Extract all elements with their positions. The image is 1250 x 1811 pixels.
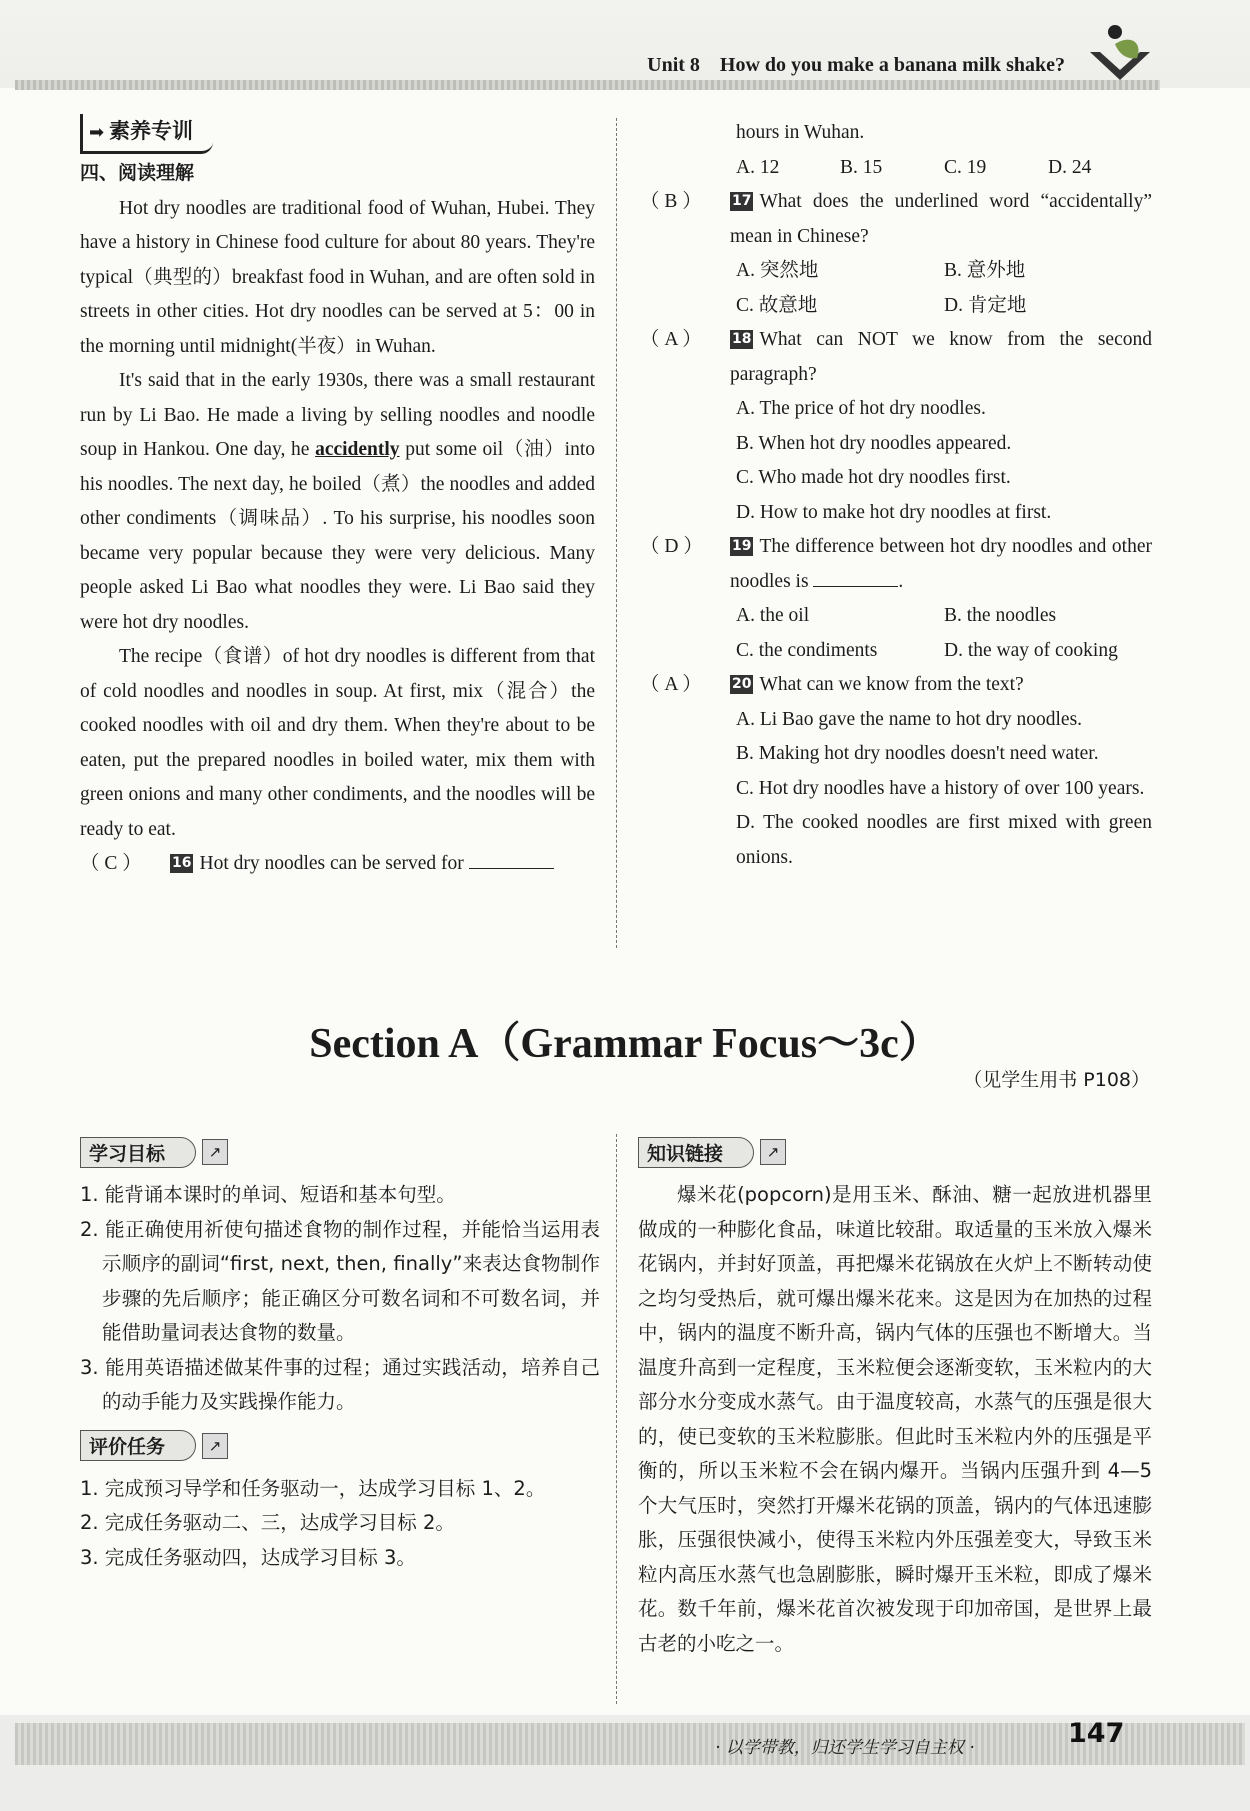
knowledge-label: 知识链接 <box>638 1137 754 1168</box>
goal-item-3: 3. 能用英语描述做某件事的过程；通过实践活动，培养自己的动手能力及实践操作能力。 <box>80 1355 600 1413</box>
option-d: D. the way of cooking <box>944 639 1118 661</box>
arrow-icon: ➡ <box>89 122 105 144</box>
tasks-label-box <box>80 1428 600 1464</box>
task-item-2: 2. 完成任务驱动二、三，达成学习目标 2。 <box>80 1511 455 1534</box>
goals-label: 学习目标 <box>80 1137 196 1168</box>
question-number-19: 19 <box>732 538 752 554</box>
option-d: D. 24 <box>1048 156 1092 178</box>
task-item-1: 1. 完成预习导学和任务驱动一，达成学习目标 1、2。 <box>80 1476 546 1500</box>
column-divider <box>616 118 617 948</box>
underlined-word: accidently <box>315 439 400 460</box>
option-b: B. Making hot dry noodles doesn't need water. <box>736 743 1099 764</box>
link-arrow-icon: ↗ <box>760 1139 786 1165</box>
header-rule <box>15 80 1160 90</box>
question-16-options <box>640 151 1152 186</box>
passage-paragraph-2: It's said that in the early 1930s, there was a small restaurant run by Li Bao. He made a living by selling noodles and noodle soup in Hankou. One day, he accidently put some oil（油）into his noodles. The next day, he boiled（煮）the noodles and added other condiments（调味品）. To his surprise, his noodles soon became very popular because they were very delicious. Many people asked Li Bao what noodles they were. Li Bao said they were hot dry noodles. <box>80 370 595 633</box>
option-a: A. 突然地 <box>736 260 819 281</box>
option-d: D. How to make hot dry noodles at first. <box>736 501 1052 523</box>
option-c: C. Hot dry noodles have a history of over 100 years. <box>736 777 1145 799</box>
tasks-label: 评价任务 <box>80 1430 196 1461</box>
answer-19: （ D ） <box>640 536 703 557</box>
section-title: Section A（Grammar Focus～3c） <box>309 1021 941 1067</box>
option-b: B. 15 <box>840 156 883 178</box>
answer-blank <box>813 570 898 587</box>
footer-slogan: · 以学带教，归还学生学习自主权 · <box>715 1738 975 1758</box>
link-arrow-icon: ↗ <box>202 1139 228 1165</box>
question-19-options-row-1 <box>640 599 1152 634</box>
question-19: （ D ） 19 The difference between hot dry noodles and other noodles is . <box>640 530 1152 599</box>
option-a: A. the oil <box>736 605 810 626</box>
knowledge-panel <box>638 1134 1152 1661</box>
question-number-20: 20 <box>732 676 752 692</box>
reference-note: （见学生用书 P108） <box>963 1069 1150 1091</box>
option-d: D. 肯定地 <box>944 294 1027 316</box>
goal-item-2: 2. 能正确使用祈使句描述食物的制作过程，并能恰当运用表示顺序的副词“first, next, then, finally”来表达食物制作步骤的先后顺序；能正确区分可数名词和不可数名词，并能借助量词表达食物的数量。 <box>80 1217 600 1344</box>
page-number: 147 <box>1068 1718 1125 1749</box>
passage-paragraph-3: The recipe（食谱）of hot dry noodles is different from that of cold noodles and noodles in soup. At first, mix（混合）the cooked noodles with oil and dry them. When they're about to be eaten, put the prepared noodles in boiled water, mix them with green onions and many other condiments, and the noodles will be ready to eat. <box>80 646 595 840</box>
training-tag: 素养专训 <box>108 119 193 144</box>
question-20: （ A ） 20 What can we know from the text? <box>640 668 1152 703</box>
link-arrow-icon: ↗ <box>202 1433 228 1459</box>
question-17-options-row-1 <box>640 254 1152 289</box>
option-a: A. Li Bao gave the name to hot dry noodles. <box>736 708 1083 730</box>
option-c: C. 19 <box>944 156 987 178</box>
option-c: C. the condiments <box>736 639 878 661</box>
unit-title: Unit 8 How do you make a banana milk shake? <box>647 54 1065 76</box>
option-c: C. Who made hot dry noodles first. <box>736 467 1011 488</box>
answer-16: （ C ） <box>80 853 142 874</box>
question-17: （ B ） 17 What does the underlined word “accidentally” mean in Chinese? <box>640 185 1152 254</box>
task-item-3: 3. 完成任务驱动四，达成学习目标 3。 <box>80 1545 416 1569</box>
book-leaf-logo-icon <box>1085 22 1155 84</box>
answer-20: （ A ） <box>640 674 702 695</box>
question-number-18: 18 <box>732 331 752 347</box>
question-16-continued: hours in Wuhan. <box>736 122 865 143</box>
question-18: （ A ） 18 What can NOT we know from the second paragraph? <box>640 323 1152 392</box>
answer-17: （ B ） <box>640 191 702 212</box>
footer-strip <box>15 1723 1245 1765</box>
option-c: C. 故意地 <box>736 294 818 316</box>
question-19-options-row-2 <box>640 634 1152 669</box>
reading-section-heading: 四、阅读理解 <box>80 162 195 184</box>
knowledge-text: 爆米花(popcorn)是用玉米、酥油、糖一起放进机器里做成的一种膨化食品，味道比较甜。取适量的玉米放入爆米花锅内，并封好顶盖，再把爆米花锅放在火炉上不断转动使之均匀受热后，就可爆出爆米花来。这是因为在加热的过程中，锅内的温度不断升高，锅内气体的压强也不断增大。当温度升高到一定程度，玉米粒便会逐渐变软，玉米粒内的大部分水分变成水蒸气。由于温度较高，水蒸气的压强是很大的，使已变软的玉米粒膨胀。但此时玉米粒内外的压强是平衡的，所以玉米粒不会在锅内爆开。当锅内压强升到 4—5 个大气压时，突然打开爆米花锅的顶盖，锅内的气体迅速膨胀，压强很快减小，使得玉米粒内外压强差变大，导致玉米粒内高压水蒸气也急剧膨胀，瞬时爆开玉米粒，即成了爆米花。数千年前，爆米花首次被发现于印加帝国，是世界上最古老的小吃之一。 <box>638 1183 1152 1655</box>
question-number-17: 17 <box>732 193 752 209</box>
option-b: B. When hot dry noodles appeared. <box>736 432 1012 454</box>
option-a: A. 12 <box>736 156 780 178</box>
reading-right-column <box>640 116 1152 875</box>
goals-panel <box>80 1134 600 1575</box>
question-16: （ C ） 16 Hot dry noodles can be served for <box>80 847 595 882</box>
goal-item-1: 1. 能背诵本课时的单词、短语和基本句型。 <box>80 1183 456 1206</box>
answer-18: （ A ） <box>640 329 702 350</box>
knowledge-label-box <box>638 1134 1152 1170</box>
column-divider-lower <box>616 1134 617 1704</box>
passage-paragraph-1: Hot dry noodles are traditional food of Wuhan, Hubei. They have a history in Chinese food culture for about 80 years. They're typical（典型的）breakfast food in Wuhan, and are often sold in streets in other cities. Hot dry noodles can be served at 5：00 in the morning until midnight(半夜）in Wuhan. <box>80 197 595 357</box>
option-a: A. The price of hot dry noodles. <box>736 398 986 419</box>
answer-blank <box>469 852 554 869</box>
option-d: D. The cooked noodles are first mixed with green onions. <box>736 812 1152 868</box>
option-b: B. the noodles <box>944 605 1057 626</box>
question-number-16: 16 <box>172 855 192 871</box>
goals-label-box <box>80 1134 600 1170</box>
question-17-options-row-2 <box>640 289 1152 324</box>
reading-left-column <box>80 116 595 882</box>
option-b: B. 意外地 <box>944 260 1026 281</box>
